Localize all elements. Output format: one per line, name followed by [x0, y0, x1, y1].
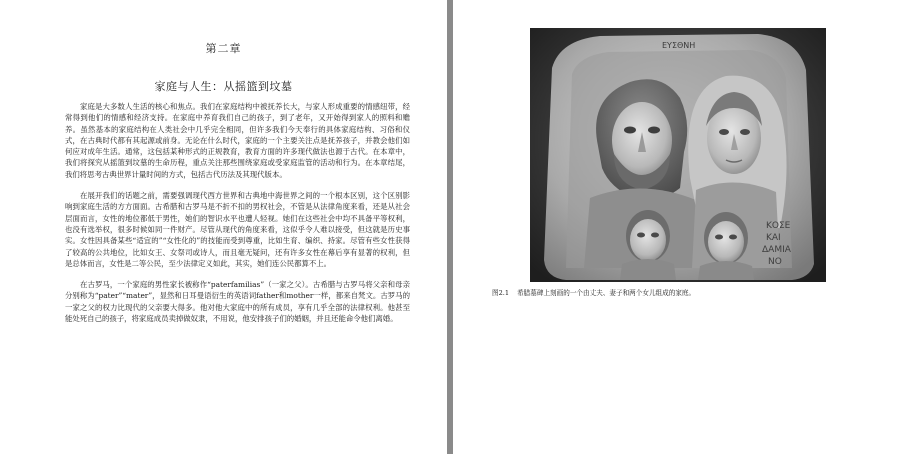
- relief-inscription-top: ΕΥΣΘΝΗ: [662, 41, 696, 50]
- paragraph-2: 在展开我们的话题之前，需要强调现代西方世界和古典地中海世界之间的一个根本区别，这个区别影响到家庭生活的方方面面。古希腊和古罗马是不折不扣的男权社会，不管是从法律角度来看，还是从社会层面而言，女性的地位都低于男性，她们的智识水平也遭人轻视。她们在这些社会中均不具备平等权利，也没有选举权，很多时候如同一件财产。尽管从现代的角度来看，这似乎令人难以接受，但这就是历史事实。女性因具备某些“适宜的”“女性化的”的技能而受到尊重，比如生育、编织、持家。尽管有些女性获得了较高的公共地位，比如女王、女祭司或诗人，而且毫无疑问，还有许多女性在幕后享有显著的权利，但是总体而言，女性是二等公民，至少法律定义如此，其实，她们连公民都算不上。: [65, 191, 410, 268]
- relief-inscription-4: ΝΟ: [768, 257, 782, 267]
- relief-inscription-2: ΚΑΙ: [766, 233, 781, 243]
- relief-inscription-3: ΔΑΜΙΑ: [762, 245, 791, 255]
- figure-caption-text: 希腊墓碑上刻画的一个由丈夫、妻子和两个女儿组成的家庭。: [517, 289, 696, 297]
- left-page: [0, 0, 447, 454]
- body-text: [65, 101, 410, 334]
- paragraph-1: 家庭是大多数人生活的核心和焦点。我们在家庭结构中被抚养长大，与家人形成重要的情感纽带，经常得到他们的情感和经济支持。在家庭中养育我们自己的孩子，到了老年，又开始得到家人的照料和赡养。虽然基本的家庭结构在人类社会中几乎完全相同，但许多我们今天奉行的具体家庭结构、习俗和仪式，在古典时代都有其起源或前身。无论在什么时代，家庭的一个主要关注点是抚养孩子，并教会他们如何应对成年生活。通常，这包括某种形式的正规教育，教育方面的许多现代做法也源于古代。在本章中，我们将探究从摇篮到坟墓的生命历程，重点关注那些围绕家庭或受家庭监管的活动和行为。在本章结尾，我们将思考古典世界计量时间的方式，包括古代历法及其现代版本。: [65, 102, 410, 179]
- chapter-title: 家庭与人生：从摇篮到坟墓: [154, 80, 293, 93]
- tombstone-relief-image: [530, 28, 826, 282]
- right-page: [453, 0, 900, 454]
- paragraph-3: 在古罗马，一个家庭的男性家长被称作“paterfamilias”（一家之父）。古希腊与古罗马将父亲和母亲分别称为“pater”“mater”，显然和日耳曼语衍生的英语词father和mother一样，都来自梵文。古罗马的一家之父的权力比现代的父亲要大得多。他对他大家庭中的所有成员，享有几乎全部的法律权利。他甚至能处死自己的孩子，将家庭成员卖掉做奴隶，不用说，他安排孩子们的婚姻，并且还能命令他们离婚。: [65, 280, 410, 324]
- chapter-heading: 第二章: [205, 42, 242, 55]
- figure-caption: [492, 289, 872, 298]
- figure-number: 图2.1: [492, 289, 510, 297]
- figure-photo: [530, 28, 826, 282]
- relief-inscription-1: ΚΟΣΕ: [766, 221, 791, 231]
